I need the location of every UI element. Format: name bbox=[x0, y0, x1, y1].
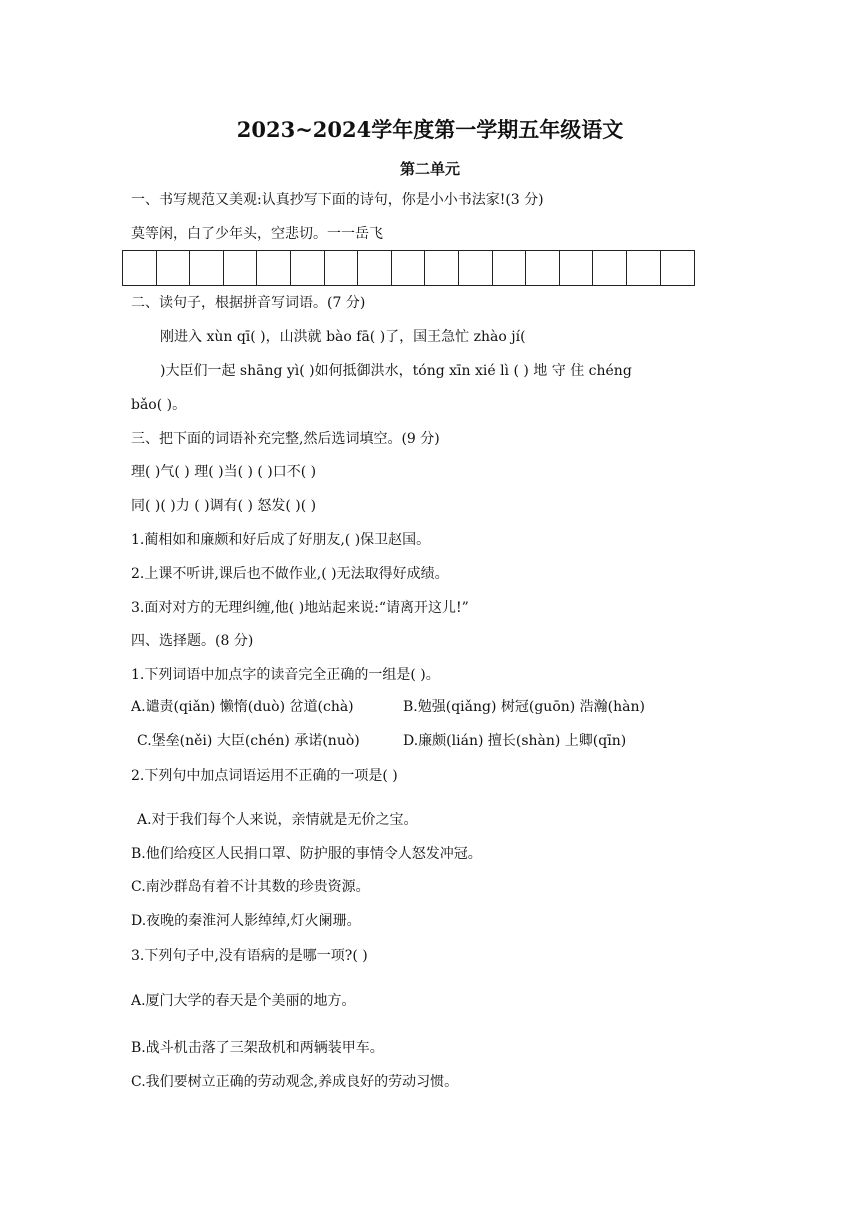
unit-subtitle: 第二单元 bbox=[399, 160, 460, 178]
choice-q1-option-c: C.堡垒(něi) 大臣(chén) 承诺(nuò) bbox=[137, 733, 360, 749]
grid-cell[interactable] bbox=[123, 251, 157, 285]
choice-q1-stem: 1.下列词语中加点字的读音完全正确的一组是( )。 bbox=[131, 667, 440, 683]
grid-cell[interactable] bbox=[224, 251, 258, 285]
grid-cell[interactable] bbox=[257, 251, 291, 285]
idiom-row-2: 同( )( )力 ( )调有( ) 怒发( )( ) bbox=[131, 498, 317, 514]
choice-q3-option-a: A.厦门大学的春天是个美丽的地方。 bbox=[131, 993, 356, 1009]
choice-q2-option-b: B.他们给疫区人民捐口罩、防护服的事情令人怒发冲冠。 bbox=[131, 846, 482, 862]
grid-cell[interactable] bbox=[493, 251, 527, 285]
choice-q3-stem: 3.下列句子中,没有语病的是哪一项?( ) bbox=[131, 948, 368, 964]
grid-cell[interactable] bbox=[459, 251, 493, 285]
choice-q1-option-a: A.谴责(qiǎn) 懒惰(duò) 岔道(chà) bbox=[131, 699, 354, 715]
grid-cell[interactable] bbox=[627, 251, 661, 285]
grid-cell[interactable] bbox=[358, 251, 392, 285]
choice-q2-option-d: D.夜晚的秦淮河人影绰绰,灯火阑珊。 bbox=[131, 913, 361, 929]
grid-cell[interactable] bbox=[661, 251, 695, 285]
section2-heading: 二、读句子，根据拼音写词语。(7 分) bbox=[131, 295, 366, 311]
choice-q2-option-a: A.对于我们每个人来说，亲情就是无价之宝。 bbox=[137, 812, 418, 828]
grid-cell[interactable] bbox=[157, 251, 191, 285]
grid-cell[interactable] bbox=[425, 251, 459, 285]
grid-cell[interactable] bbox=[560, 251, 594, 285]
fill-question-1: 1.蔺相如和廉颇和好后成了好朋友,( )保卫赵国。 bbox=[131, 532, 431, 548]
page-title: 2023~2024学年度第一学期五年级语文 bbox=[236, 117, 624, 142]
fill-question-2: 2.上课不听讲,课后也不做作业,( )无法取得好成绩。 bbox=[131, 566, 449, 582]
grid-cell[interactable] bbox=[291, 251, 325, 285]
pinyin-line-3: bǎo( )。 bbox=[131, 397, 187, 413]
choice-q1-option-b: B.勉强(qiǎng) 树冠(guōn) 浩瀚(hàn) bbox=[403, 699, 645, 715]
grid-cell[interactable] bbox=[593, 251, 627, 285]
choice-q2-stem: 2.下列句中加点词语运用不正确的一项是( ) bbox=[131, 768, 398, 784]
section3-heading: 三、把下面的词语补充完整,然后选词填空。(9 分) bbox=[131, 431, 440, 447]
choice-q1-option-d: D.廉颇(lián) 擅长(shàn) 上卿(qīn) bbox=[403, 733, 627, 749]
choice-q3-option-c: C.我们要树立正确的劳动观念,养成良好的劳动习惯。 bbox=[131, 1074, 459, 1090]
fill-question-3: 3.面对对方的无理纠缠,他( )地站起来说:“请离开这儿!” bbox=[131, 600, 469, 616]
section4-heading: 四、选择题。(8 分) bbox=[131, 633, 254, 649]
pinyin-line-1: 刚进入 xùn qī( )，山洪就 bào fā( )了，国王急忙 zhào jí( bbox=[160, 329, 526, 345]
grid-cell[interactable] bbox=[526, 251, 560, 285]
section1-heading: 一、书写规范又美观:认真抄写下面的诗句，你是小小书法家!(3 分) bbox=[131, 192, 544, 208]
choice-q3-option-b: B.战斗机击落了三架敌机和两辆装甲车。 bbox=[131, 1040, 384, 1056]
idiom-row-1: 理( )气( ) 理( )当( ) ( )口不( ) bbox=[131, 464, 317, 480]
grid-cell[interactable] bbox=[325, 251, 359, 285]
poem-text: 莫等闲，白了少年头，空悲切。一一岳飞 bbox=[131, 226, 383, 242]
pinyin-line-2: )大臣们一起 shāng yì( )如何抵御洪水，tóng xīn xié lì ( ) 地 守 住 chéng bbox=[160, 363, 632, 379]
grid-cell[interactable] bbox=[190, 251, 224, 285]
grid-cell[interactable] bbox=[392, 251, 426, 285]
writing-grid[interactable] bbox=[122, 250, 695, 286]
choice-q2-option-c: C.南沙群岛有着不计其数的珍贵资源。 bbox=[131, 879, 370, 895]
